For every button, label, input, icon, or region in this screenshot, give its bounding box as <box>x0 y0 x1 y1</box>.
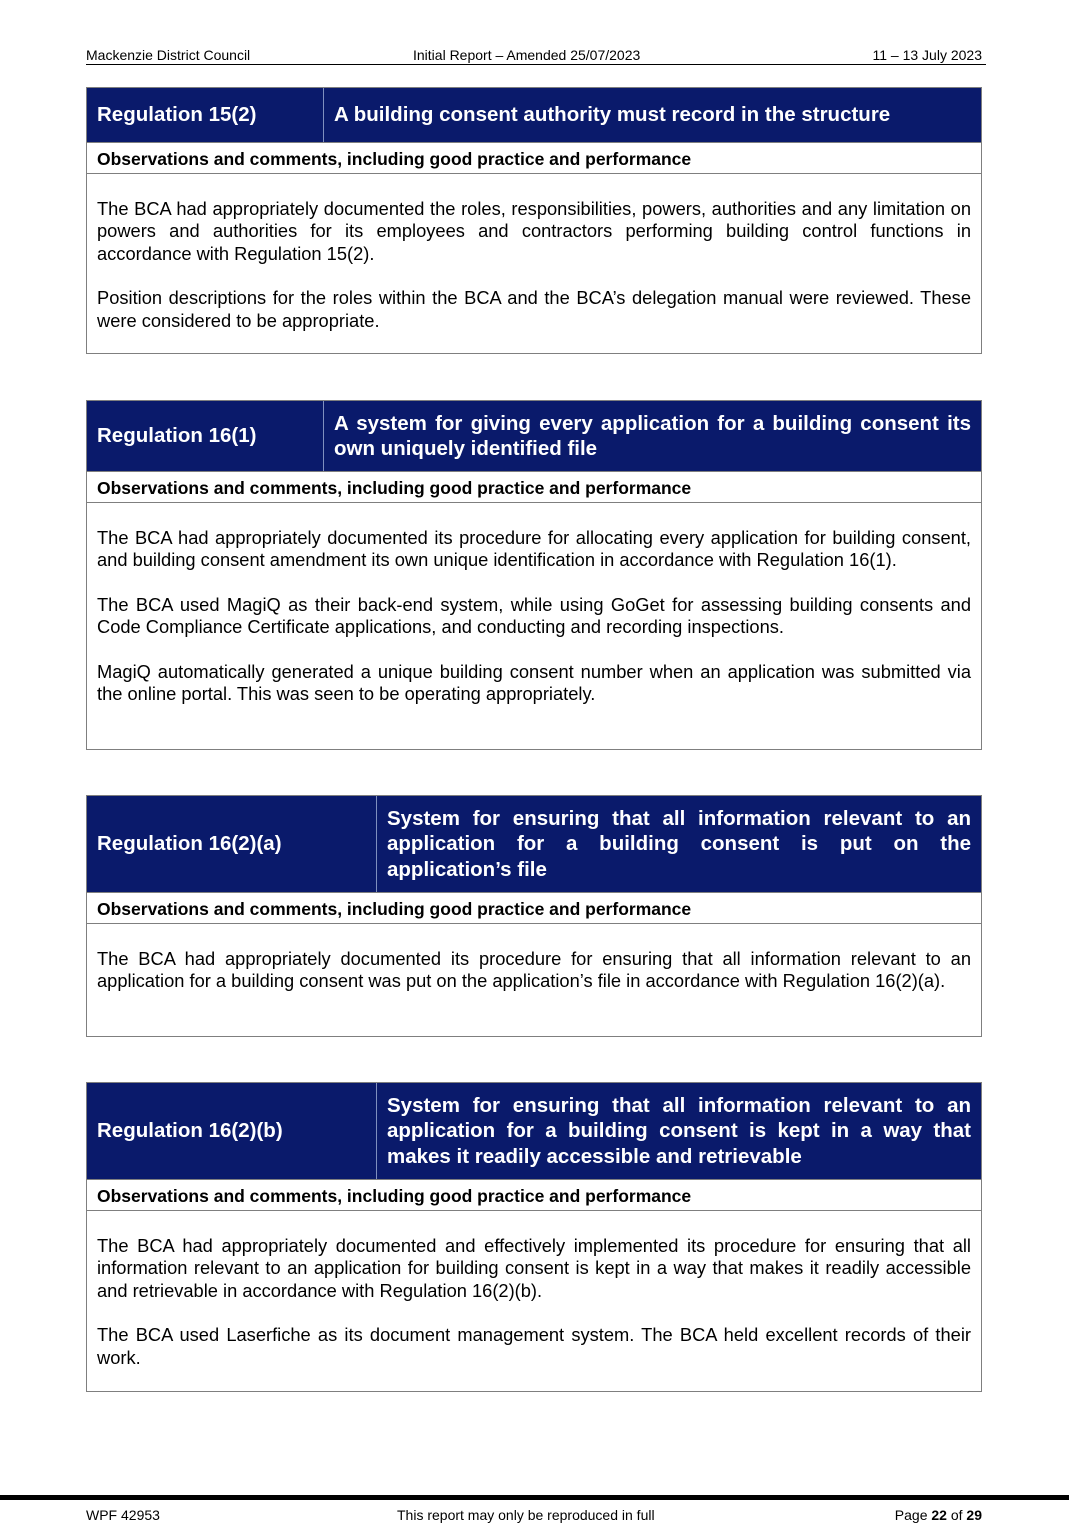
header-dates: 11 – 13 July 2023 <box>872 47 982 63</box>
regulation-header <box>87 1083 981 1179</box>
footer-divider <box>0 1495 1069 1500</box>
regulation-header <box>87 796 981 892</box>
regulation-body <box>87 1211 981 1369</box>
regulation-body <box>87 503 981 706</box>
paragraph: The BCA had appropriately documented its procedure for ensuring that all information relevant to an application for a building consent was put on the application’s file in accordance with Regulation 16(2)(a). <box>97 948 971 992</box>
regulation-body <box>87 924 981 993</box>
regulation-header <box>87 401 981 471</box>
page-number: Page 22 of 29 <box>894 1507 982 1523</box>
regulation-id: Regulation 16(2)(a) <box>87 796 377 892</box>
header-report-title: Initial Report – Amended 25/07/2023 <box>413 47 641 63</box>
regulation-table-16-2-b <box>86 1082 982 1392</box>
observations-label: Observations and comments, including good practice and performance <box>87 892 981 924</box>
observations-label: Observations and comments, including good practice and performance <box>87 471 981 503</box>
paragraph: MagiQ automatically generated a unique building consent number when an application was submitted via the online portal. This was seen to be operating appropriately. <box>97 661 971 705</box>
footer-reproduction-notice: This report may only be reproduced in full <box>397 1507 655 1523</box>
regulation-table-16-2-a <box>86 795 982 1037</box>
page-header <box>86 46 986 65</box>
paragraph: The BCA had appropriately documented and effectively implemented its procedure for ensuring that all information relevant to an application for building consent is kept in a way that makes it readily accessible and retrievable in accordance with Regulation 16(2)(b). <box>97 1235 971 1301</box>
regulation-title: A system for giving every application for a building consent its own uniquely identified file <box>334 411 971 460</box>
regulation-header <box>87 88 981 142</box>
observations-label: Observations and comments, including good practice and performance <box>87 142 981 174</box>
regulation-table-15-2 <box>86 87 982 354</box>
footer-document-id: WPF 42953 <box>86 1507 160 1523</box>
regulation-table-16-1 <box>86 400 982 750</box>
paragraph: The BCA had appropriately documented the roles, responsibilities, powers, authorities and any limitation on powers and authorities for its employees and contractors performing building control functions in accordance with Regulation 15(2). <box>97 198 971 264</box>
paragraph: The BCA used Laserfiche as its document management system. The BCA held excellent records of their work. <box>97 1324 971 1368</box>
header-organisation: Mackenzie District Council <box>86 47 251 63</box>
regulation-title: System for ensuring that all information relevant to an application for a building consent is kept in a way that makes it readily accessible and retrievable <box>387 1093 971 1168</box>
regulation-body <box>87 174 981 332</box>
paragraph: The BCA had appropriately documented its procedure for allocating every application for building consent, and building consent amendment its own unique identification in accordance with Regulation 16(1). <box>97 527 971 571</box>
regulation-id: Regulation 16(2)(b) <box>87 1083 377 1179</box>
regulation-title: System for ensuring that all information relevant to an application for a building consent is put on the application’s file <box>387 806 971 881</box>
regulation-id: Regulation 15(2) <box>87 88 324 142</box>
observations-label: Observations and comments, including good practice and performance <box>87 1179 981 1211</box>
regulation-title: A building consent authority must record in the structure <box>334 103 891 127</box>
paragraph: The BCA used MagiQ as their back-end system, while using GoGet for assessing building consents and Code Compliance Certificate applications, and conducting and recording inspections. <box>97 594 971 638</box>
regulation-id: Regulation 16(1) <box>87 401 324 471</box>
paragraph: Position descriptions for the roles within the BCA and the BCA’s delegation manual were reviewed. These were considered to be appropriate. <box>97 287 971 331</box>
